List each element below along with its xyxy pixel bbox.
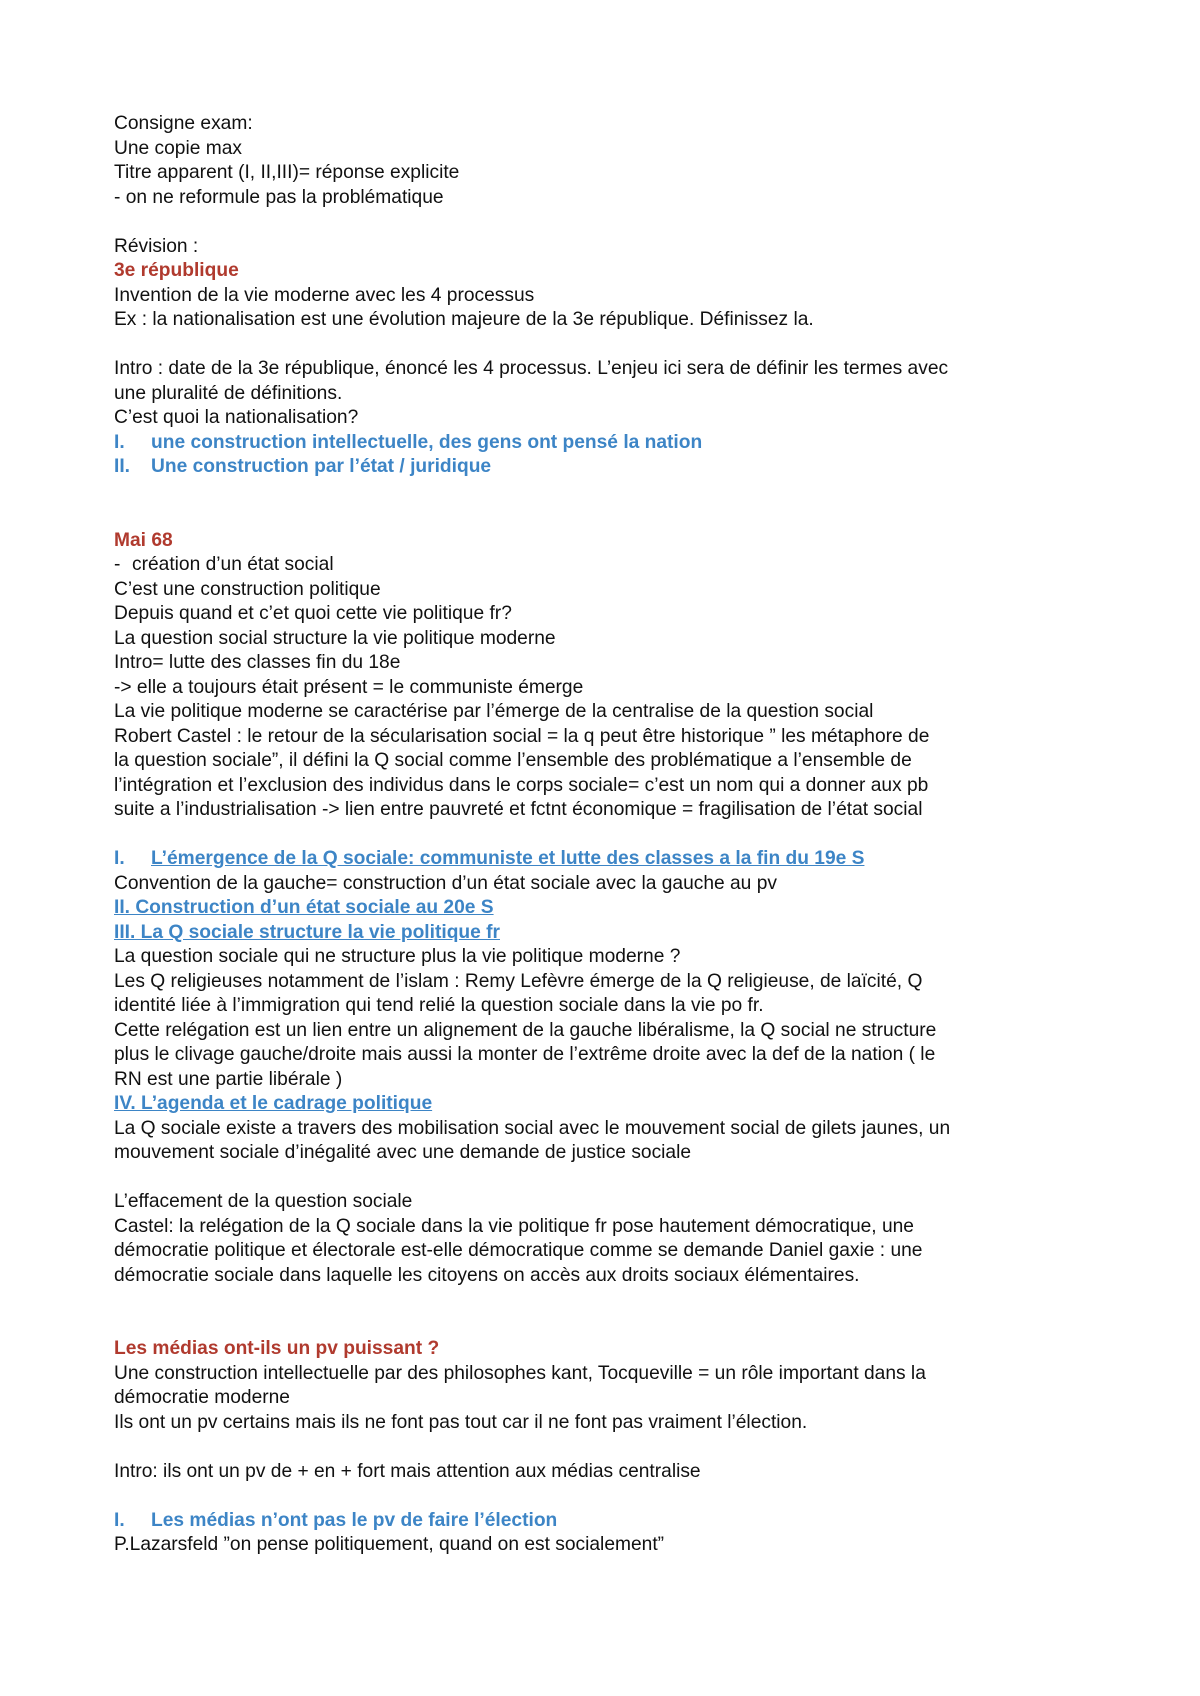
text-line: L’effacement de la question sociale — [114, 1191, 413, 1212]
text-line: Intro= lutte des classes fin du 18e — [114, 652, 401, 673]
intro-line: une pluralité de définitions. — [114, 382, 343, 404]
intro-line: C’est quoi la nationalisation? — [114, 407, 359, 428]
bullet-text: création d’un état social — [132, 554, 334, 575]
text-line: RN est une partie libérale ) — [114, 1068, 343, 1090]
text-line: La question sociale qui ne structure plus la vie politique moderne ? — [114, 946, 681, 967]
text-line: démocratie politique et électorale est-elle démocratique comme se demande Daniel gaxie : une — [114, 1240, 923, 1261]
text-line: mouvement sociale d’inégalité avec une demande de justice sociale — [114, 1142, 692, 1163]
bullet-item — [114, 553, 1140, 578]
text-line: plus le clivage gauche/droite mais aussi la monter de l’extrême droite avec la def de la nation ( le — [114, 1044, 936, 1065]
text-line: Castel: la relégation de la Q sociale dans la vie politique fr pose hautement démocratique, une — [114, 1215, 914, 1237]
part-text: L’émergence de la Q sociale: communiste et lutte des classes a la fin du 19e S — [151, 848, 865, 869]
consigne-line: Une copie max — [114, 137, 242, 159]
plan-item — [114, 1509, 1140, 1534]
text-line: démocratie sociale dans laquelle les citoyens on accès aux droits sociaux élémentaires. — [114, 1264, 860, 1286]
part-heading-4: IV. L’agenda et le cadrage politique — [114, 1093, 433, 1114]
consigne-title: Consigne exam: — [114, 113, 253, 134]
plan-text: une construction intellectuelle, des gens ont pensé la nation — [151, 431, 703, 453]
text-line: La vie politique moderne se caractérise par l’émerge de la centralise de la question social — [114, 701, 874, 722]
intro-line: Intro : date de la 3e république, énoncé les 4 processus. L’enjeu ici sera de définir les termes avec — [114, 358, 949, 379]
text-line: C’est une construction politique — [114, 578, 381, 600]
part-heading-1 — [114, 847, 1140, 872]
plan-text: Les médias n’ont pas le pv de faire l’élection — [151, 1509, 558, 1531]
text-line: Cette relégation est un lien entre un alignement de la gauche libéralisme, la Q social ne structure — [114, 1019, 937, 1041]
text-line: l’intégration et l’exclusion des individus dans le corps sociale= c’est un nom qui a donner aux pb — [114, 774, 929, 796]
bullet-dash: - — [114, 554, 121, 575]
text-line: Invention de la vie moderne avec les 4 processus — [114, 284, 535, 306]
part-heading-3: III. La Q sociale structure la vie politique fr — [114, 921, 500, 943]
part-heading-2: II. Construction d’un état sociale au 20e S — [114, 897, 494, 918]
text-line: Ils ont un pv certains mais ils ne font pas tout car il ne font pas vraiment l’élection. — [114, 1411, 808, 1433]
text-line: suite a l’industrialisation -> lien entre pauvreté et fctnt économique = fragilisation de l’état social — [114, 799, 923, 820]
consigne-line: - on ne reformule pas la problématique — [114, 186, 444, 208]
part-number: I. — [114, 848, 125, 869]
revision-label: Révision : — [114, 235, 199, 257]
plan-number: II. — [114, 456, 130, 477]
text-line: la question sociale”, il défini la Q social comme l’ensemble des problématique a l’ensemble de — [114, 750, 912, 771]
plan-item — [114, 431, 1140, 456]
heading-3e-republique: 3e république — [114, 260, 239, 281]
consigne-line: Titre apparent (I, II,III)= réponse explicite — [114, 162, 460, 183]
text-line: La question social structure la vie politique moderne — [114, 627, 556, 649]
text-line: Les Q religieuses notamment de l’islam : Remy Lefèvre émerge de la Q religieuse, de laïcité, Q — [114, 970, 923, 992]
text-line: Ex : la nationalisation est une évolution majeure de la 3e république. Définissez la. — [114, 309, 814, 330]
text-line: Robert Castel : le retour de la sécularisation social = la q peut être historique ” les métaphore de — [114, 725, 930, 747]
text-line: Une construction intellectuelle par des philosophes kant, Tocqueville = un rôle important dans la — [114, 1362, 926, 1384]
text-line: Depuis quand et c’et quoi cette vie politique fr? — [114, 603, 512, 624]
text-line: démocratie moderne — [114, 1387, 290, 1408]
heading-mai-68: Mai 68 — [114, 529, 173, 551]
plan-item — [114, 455, 1140, 480]
text-line: -> elle a toujours était présent = le communiste émerge — [114, 676, 584, 698]
heading-medias: Les médias ont-ils un pv puissant ? — [114, 1338, 440, 1359]
quote-line: P.Lazarsfeld ”on pense politiquement, quand on est socialement” — [114, 1534, 665, 1555]
plan-number: I. — [114, 1509, 125, 1531]
plan-text: Une construction par l’état / juridique — [151, 456, 492, 477]
text-line: identité liée à l’immigration qui tend relié la question sociale dans la vie po fr. — [114, 995, 764, 1016]
text-line: Convention de la gauche= construction d’un état sociale avec la gauche au pv — [114, 872, 777, 894]
text-line: La Q sociale existe a travers des mobilisation social avec le mouvement social de gilets jaunes, un — [114, 1117, 951, 1139]
plan-number: I. — [114, 431, 125, 453]
intro-line: Intro: ils ont un pv de + en + fort mais attention aux médias centralise — [114, 1460, 701, 1482]
